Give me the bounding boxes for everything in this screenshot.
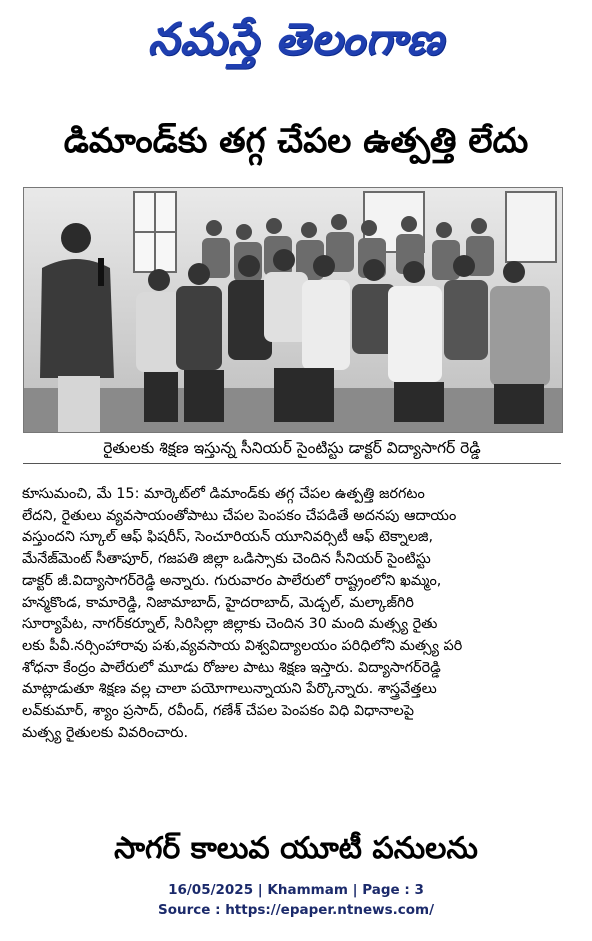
body-line: మత్స్య రైతులకు వివరించారు.	[22, 724, 189, 741]
article-photo	[23, 187, 563, 433]
body-line: సూర్యాపేట, నాగర్‌కర్నూల్, సిరిసిల్లా జిల్లాకు చెందిన 30 మంది మత్స్య రైతు	[22, 616, 438, 633]
footer-date-edition: 16/05/2025 | Khammam | Page : 3	[168, 882, 424, 898]
newspaper-title: నమస్తే తెలంగాణ	[147, 14, 445, 65]
article-headline: డిమాండ్‌కు తగ్గ చేపల ఉత్పత్తి లేదు	[63, 121, 529, 161]
body-line: లకు పీవీ.నర్సింహారావు పశు,వ్యవసాయ విశ్వవిద్యాలయం పరిధిలోని మత్స్య పరి	[22, 637, 463, 654]
page-footer	[0, 880, 592, 920]
body-line: శోధనా కేంద్రం పాలేరులో మూడు రోజుల పాటు శిక్షణ ఇస్తారు. విద్యాసాగర్‌రెడ్డి	[22, 659, 441, 676]
body-line: వస్తుందని స్కూల్ ఆఫ్ ఫిషరీస్, సెంచూరియన్ యూనివర్సిటీ ఆఫ్ టెక్నాలజి,	[22, 529, 434, 546]
article-body	[22, 484, 570, 744]
training-session-photo	[24, 188, 562, 432]
photo-caption: రైతులకు శిక్షణ ఇస్తున్న సీనియర్ సైంటిస్టు డాక్టర్ విద్యాసాగర్ రెడ్డి	[23, 433, 561, 464]
footer-source-link[interactable]: Source : https://epaper.ntnews.com/	[157, 902, 435, 918]
masthead-logo	[0, 6, 592, 74]
body-line: లవ్‌కుమార్, శ్యాం ప్రసాద్, రవీంద్, గణేశ్ చేపల పెంపకం విధి విధానాలపై	[22, 703, 414, 720]
next-article-headline: సాగర్ కాలువ యూటీ పనులను	[114, 831, 478, 866]
body-line: లేదని, రైతులు వ్యవసాయంతోపాటు చేపల పెంపకం చేపడితే అదనపు ఆదాయం	[22, 507, 457, 524]
body-line: మాట్లాడుతూ శిక్షణ వల్ల చాలా పయోగాలున్నాయని పేర్కొన్నారు. శాస్త్రవేత్తలు	[22, 681, 437, 698]
body-line: డాక్టర్ జీ.విద్యాసాగర్‌రెడ్డి అన్నారు. గురువారం పాలేరులో రాష్ట్రంలోని ఖమ్మం,	[22, 572, 442, 589]
body-line: కూసుమంచి, మే 15: మార్కెట్‌లో డిమాండ్‌కు తగ్గ చేపల ఉత్పత్తి జరగటం	[22, 486, 425, 502]
body-line: మేనేజ్‌మెంట్ సీతాపూర్, గజపతి జిల్లా ఒడిస్సాకు చెందిన సీనియర్ సైంటిస్టు	[22, 551, 431, 568]
body-line: హన్మకొండ, కామారెడ్డి, నిజామాబాద్, హైదరాబాద్, మెడ్చల్, మల్కాజ్‌గిరి	[22, 594, 414, 611]
